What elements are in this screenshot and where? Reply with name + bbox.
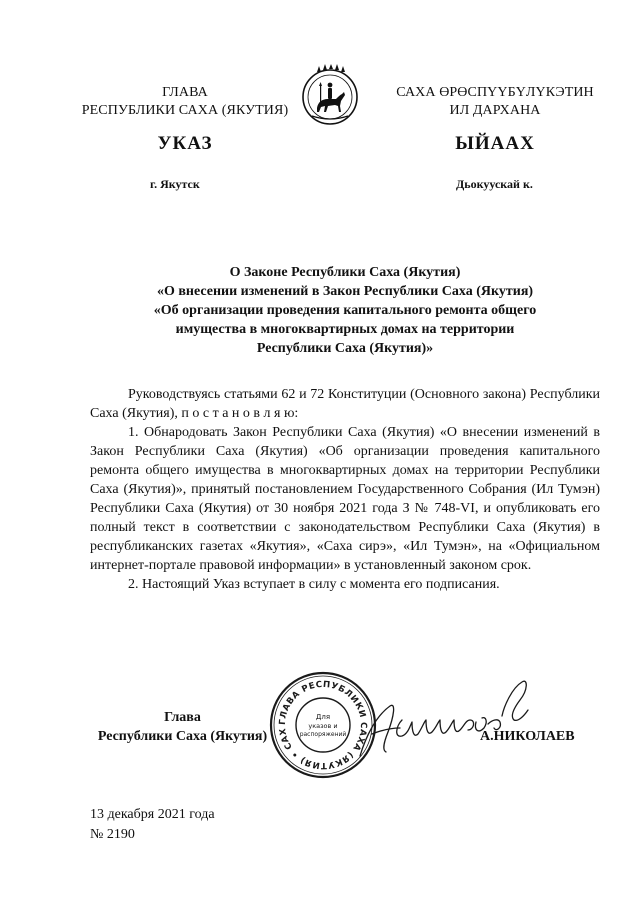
- signatory-title: [90, 708, 275, 746]
- seal-center-line2: указов и: [308, 722, 338, 730]
- signatory-name: А.НИКОЛАЕВ: [480, 729, 575, 744]
- doc-type-ru: УКАЗ: [157, 133, 213, 154]
- title-line: Республики Саха (Якутия)»: [256, 341, 434, 356]
- handwritten-signature: [352, 676, 542, 771]
- document-body: [90, 385, 600, 594]
- title-line: О Законе Республики Саха (Якутия): [229, 265, 461, 280]
- decree-number: № 2190: [90, 827, 135, 842]
- issuer-sah: [365, 84, 625, 120]
- issuer-ru: [60, 84, 310, 120]
- title-line: «Об организации проведения капитального ремонта общего: [153, 303, 537, 318]
- signatory-title-line2: Республики Саха (Якутия): [97, 729, 268, 744]
- seal-center-line1: Для: [315, 713, 331, 721]
- coat-of-arms-emblem: [300, 64, 360, 130]
- intro-paragraph: Руководствуясь статьями 62 и 72 Конституции (Основного закона) Республики Саха (Якутия), п о с т а н о в л я ю:: [90, 387, 600, 421]
- seal-center-line3: распоряжений: [299, 731, 347, 738]
- issuer-sah-line1: САХА ӨРӨСПҮҮБҮЛҮКЭТИН: [396, 85, 594, 100]
- decree-date: 13 декабря 2021 года: [90, 807, 215, 822]
- item-1-paragraph: 1. Обнародовать Закон Республики Саха (Якутия) «О внесении изменений в Закон Республики Саха (Якутия) «Об организации проведения капитального ремонта общего имущества в многоквартирных домах на территории Республики Саха (Якутия)», принятый постановлением Государственного Собрания (Ил Тумэн) Республики Саха (Якутия) от 30 ноября 2021 года З № 748-VI, и опубликовать его полный текст в соответствии с законодательством Республики Саха (Якутия) в республиканских газетах «Якутия», «Саха сирэ», «Ил Тумэн», на «Официальном интернет-портале правовой информации» в установленный законом срок.: [90, 425, 600, 573]
- title-line: «О внесении изменений в Закон Республики Саха (Якутия): [156, 284, 534, 299]
- seal-ring-text: ГЛАВА РЕСПУБЛИКИ САХА (ЯКУТИЯ) • САХ: [277, 679, 369, 771]
- signatory-title-line1: Глава: [164, 710, 201, 725]
- title-line: имущества в многоквартирных домах на территории: [175, 322, 515, 337]
- city-sah: Дьокуускай к.: [456, 177, 533, 191]
- item-2-paragraph: 2. Настоящий Указ вступает в силу с момента его подписания.: [128, 577, 500, 592]
- issuer-ru-line1: ГЛАВА: [162, 85, 208, 100]
- doc-type-sah: ЫЙААХ: [455, 133, 535, 154]
- issuer-sah-line2: ИЛ ДАРХАНА: [449, 103, 541, 118]
- city-ru: г. Якутск: [150, 177, 200, 191]
- document-title: [90, 263, 600, 358]
- issuer-ru-line2: РЕСПУБЛИКИ САХА (ЯКУТИЯ): [81, 103, 289, 118]
